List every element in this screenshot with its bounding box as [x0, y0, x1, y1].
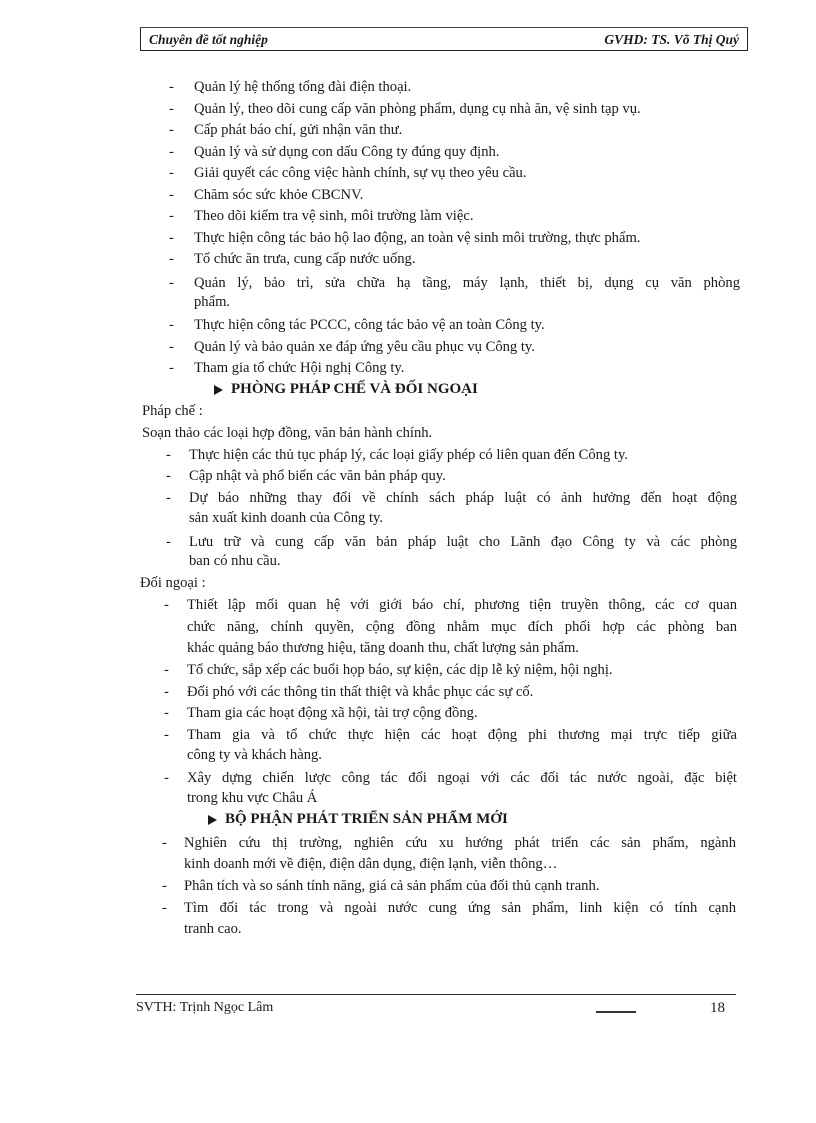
- list-item-continuation: ban có nhu cầu.: [189, 553, 281, 569]
- bullet-dash: -: [164, 597, 169, 613]
- list-item: Lưu trữ và cung cấp văn bản pháp luật cho Lãnh đạo Công ty và các phòng: [189, 534, 737, 550]
- bullet-dash: -: [169, 101, 174, 117]
- bullet-dash: -: [169, 208, 174, 224]
- bullet-dash: -: [169, 275, 174, 291]
- list-item-continuation: phẩm.: [194, 294, 231, 310]
- bullet-dash: -: [169, 122, 174, 138]
- list-item: Tham gia tổ chức Hội nghị Công ty.: [194, 360, 405, 376]
- footer-student: SVTH: Trịnh Ngọc Lâm: [136, 1000, 274, 1015]
- bullet-dash: -: [164, 662, 169, 678]
- list-item: Xây dựng chiến lược công tác đối ngoại với các đối tác nước ngoài, đặc biệt: [187, 770, 737, 786]
- subsection-label-external: Đối ngoại :: [140, 575, 206, 591]
- list-item: Phân tích và so sánh tính năng, giá cả sản phẩm của đối thủ cạnh tranh.: [184, 878, 600, 894]
- list-item: Tham gia và tổ chức thực hiện các hoạt động phi thương mại trực tiếp giữa: [187, 727, 737, 743]
- list-item: Thực hiện công tác bảo hộ lao động, an toàn vệ sinh môi trường, thực phẩm.: [194, 230, 641, 246]
- header-title: Chuyên đề tốt nghiệp: [149, 32, 268, 47]
- subsection-label-legal: Pháp chế :: [142, 403, 203, 419]
- list-item: Quản lý hệ thống tổng đài điện thoại.: [194, 79, 412, 95]
- list-item: Quản lý và bảo quản xe đáp ứng yêu cầu phục vụ Công ty.: [194, 339, 535, 355]
- list-item: Quản lý, bảo trì, sửa chữa hạ tầng, máy lạnh, thiết bị, dụng cụ văn phòng: [194, 275, 740, 291]
- page-header: [140, 27, 748, 51]
- section-heading-new-products: [208, 810, 508, 828]
- arrow-bullet-icon: [214, 385, 223, 395]
- section-heading-text: PHÒNG PHÁP CHẾ VÀ ĐỐI NGOẠI: [231, 381, 478, 397]
- bullet-dash: -: [169, 251, 174, 267]
- arrow-bullet-icon: [208, 815, 217, 825]
- section-heading-legal: [214, 380, 478, 398]
- list-item: Đối phó với các thông tin thất thiệt và khắc phục các sự cố.: [187, 684, 534, 700]
- list-item: Theo dõi kiểm tra vệ sinh, môi trường làm việc.: [194, 208, 474, 224]
- bullet-dash: -: [162, 900, 167, 916]
- list-item-continuation: công ty và khách hàng.: [187, 747, 322, 763]
- page-number: 18: [710, 1000, 725, 1016]
- footer-mark: [596, 1011, 636, 1013]
- bullet-dash: -: [169, 165, 174, 181]
- bullet-dash: -: [162, 878, 167, 894]
- list-item: Thiết lập mối quan hệ với giới báo chí, phương tiện truyền thông, các cơ quan: [187, 597, 737, 613]
- bullet-dash: -: [164, 770, 169, 786]
- bullet-dash: -: [169, 144, 174, 160]
- list-item-continuation: tranh cao.: [184, 921, 242, 937]
- list-item-continuation: khác quảng báo thương hiệu, tăng doanh thu, chất lượng sản phẩm.: [187, 640, 579, 656]
- list-item: Thực hiện các thủ tục pháp lý, các loại giấy phép có liên quan đến Công ty.: [189, 447, 628, 463]
- bullet-dash: -: [166, 534, 171, 550]
- list-item: Chăm sóc sức khỏe CBCNV.: [194, 187, 364, 203]
- footer-divider: [136, 994, 736, 995]
- bullet-dash: -: [169, 230, 174, 246]
- list-item: Cấp phát báo chí, gửi nhận văn thư.: [194, 122, 403, 138]
- bullet-dash: -: [169, 187, 174, 203]
- list-item: Quản lý và sử dụng con dấu Công ty đúng quy định.: [194, 144, 500, 160]
- list-item: Cập nhật và phổ biến các văn bản pháp quy.: [189, 468, 446, 484]
- bullet-dash: -: [166, 447, 171, 463]
- bullet-dash: -: [162, 835, 167, 851]
- list-item: Tìm đối tác trong và ngoài nước cung ứng sản phẩm, linh kiện có tính cạnh: [184, 900, 736, 916]
- list-item: Dự báo những thay đổi về chính sách pháp luật có ảnh hưởng đến hoạt động: [189, 490, 737, 506]
- list-item: Tổ chức, sắp xếp các buổi họp báo, sự kiện, các dịp lễ kỷ niệm, hội nghị.: [187, 662, 613, 678]
- list-item: Tổ chức ăn trưa, cung cấp nước uống.: [194, 251, 416, 267]
- list-item-continuation: sản xuất kinh doanh của Công ty.: [189, 510, 384, 526]
- list-item-continuation: kinh doanh mới về điện, điện dân dụng, điện lạnh, viễn thông…: [184, 856, 558, 872]
- list-item-continuation: trong khu vực Châu Á: [187, 790, 318, 806]
- bullet-dash: -: [169, 317, 174, 333]
- header-supervisor: GVHD: TS. Võ Thị Quý: [604, 32, 739, 47]
- bullet-dash: -: [164, 727, 169, 743]
- bullet-dash: -: [169, 79, 174, 95]
- list-item: Thực hiện công tác PCCC, công tác bảo vệ an toàn Công ty.: [194, 317, 545, 333]
- legal-intro: Soạn thảo các loại hợp đồng, văn bản hành chính.: [142, 425, 433, 441]
- list-item: Tham gia các hoạt động xã hội, tài trợ cộng đồng.: [187, 705, 478, 721]
- bullet-dash: -: [164, 705, 169, 721]
- bullet-dash: -: [169, 360, 174, 376]
- bullet-dash: -: [166, 490, 171, 506]
- bullet-dash: -: [166, 468, 171, 484]
- section-heading-text: BỘ PHẬN PHÁT TRIỂN SẢN PHẨM MỚI: [225, 811, 508, 827]
- list-item-continuation: chức năng, chính quyền, cộng đồng nhằm mục đích phối hợp các phòng ban: [187, 619, 737, 635]
- list-item: Quản lý, theo dõi cung cấp văn phòng phẩm, dụng cụ nhà ăn, vệ sinh tạp vụ.: [194, 101, 641, 117]
- bullet-dash: -: [164, 684, 169, 700]
- list-item: Nghiên cứu thị trường, nghiên cứu xu hướng phát triển các sản phẩm, ngành: [184, 835, 736, 851]
- bullet-dash: -: [169, 339, 174, 355]
- list-item: Giải quyết các công việc hành chính, sự vụ theo yêu cầu.: [194, 165, 527, 181]
